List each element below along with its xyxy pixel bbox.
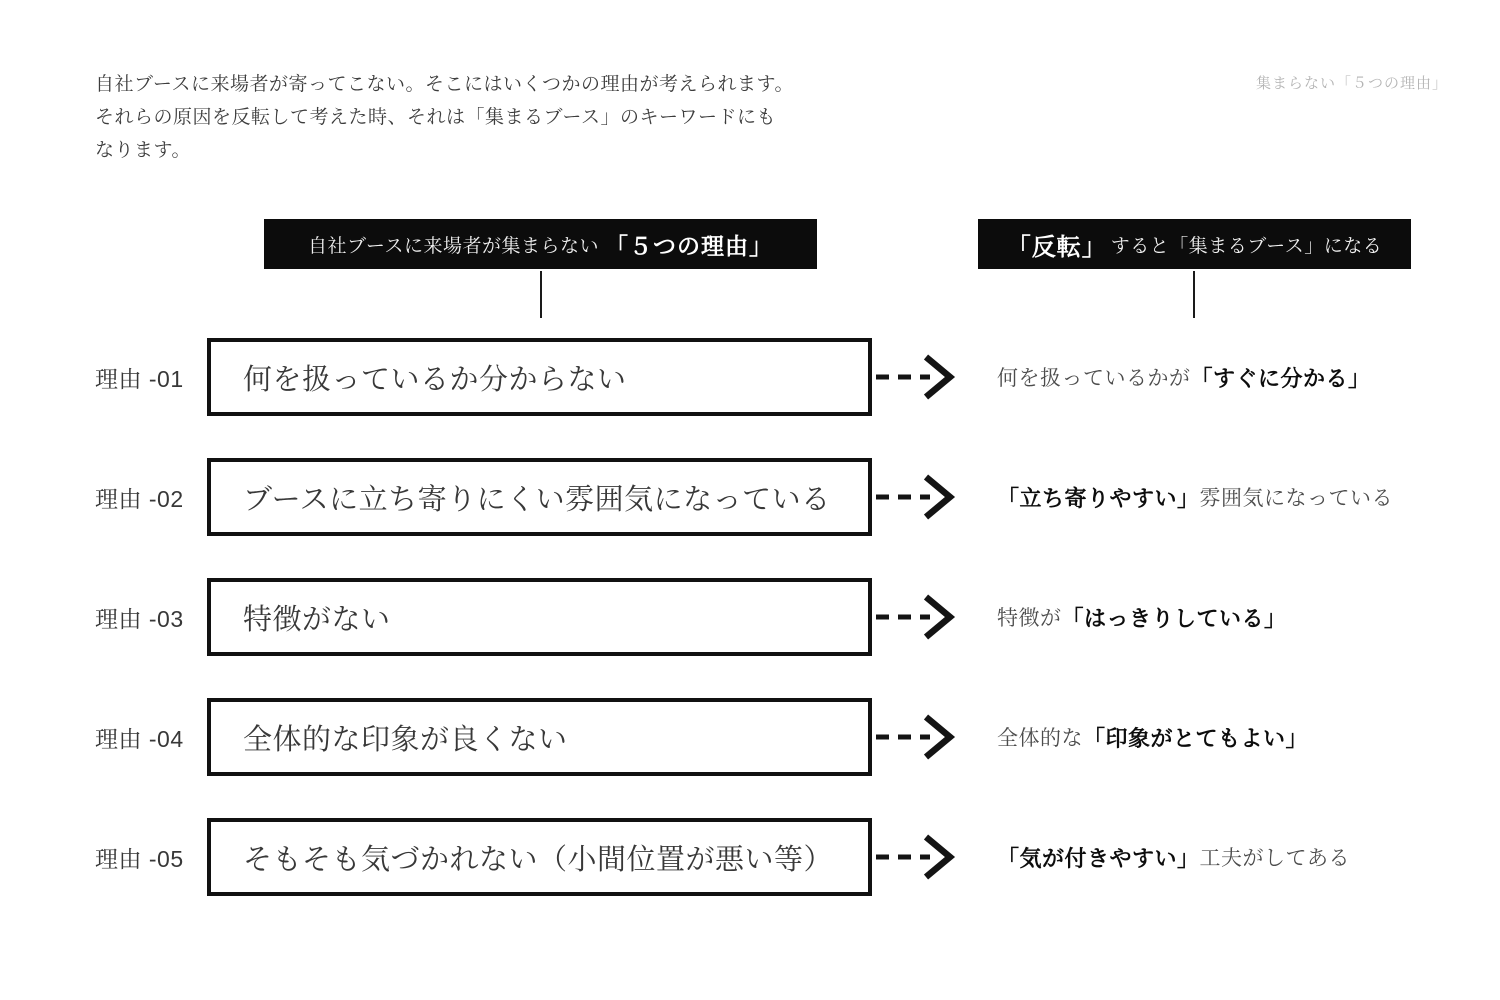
- dashed-arrow-icon: [874, 352, 960, 402]
- intro-line: それらの原因を反転して考えた時、それは「集まるブース」のキーワードにも: [95, 107, 776, 128]
- reason-label: 理由 -01: [95, 365, 184, 392]
- reason-row: [0, 698, 1500, 776]
- reason-label: 理由 -02: [95, 485, 184, 512]
- header-inversion-bold-text: 「反転」: [1006, 233, 1107, 261]
- result-bold-keyword: 「すぐに分かる」: [1190, 365, 1371, 391]
- inverted-result-text: [997, 578, 1287, 656]
- result-bold-keyword: 「立ち寄りやすい」: [997, 485, 1200, 511]
- header-reasons-banner: [264, 219, 817, 269]
- reason-label: 理由 -05: [95, 845, 184, 872]
- inverted-result-text: [997, 338, 1371, 416]
- reason-box: ブースに立ち寄りにくい雰囲気になっている: [207, 458, 872, 536]
- intro-paragraph: [95, 68, 794, 167]
- dashed-arrow-icon: [874, 832, 960, 882]
- reason-label: 理由 -03: [95, 605, 184, 632]
- reason-box: 特徴がない: [207, 578, 872, 656]
- dashed-arrow-icon: [874, 712, 960, 762]
- header-inversion-regular-text: すると「集まるブース」になる: [1110, 235, 1383, 257]
- connector-line-left: [540, 271, 542, 318]
- header-inversion-banner: [978, 219, 1411, 269]
- intro-line: 自社ブースに来場者が寄ってこない。そこにはいくつかの理由が考えられます。: [95, 74, 794, 95]
- page-corner-note: 集まらない「５つの理由」: [1255, 75, 1448, 92]
- intro-line: なります。: [95, 140, 191, 161]
- dashed-arrow-icon: [874, 592, 960, 642]
- inverted-result-text: [997, 458, 1393, 536]
- reason-box: 全体的な印象が良くない: [207, 698, 872, 776]
- result-regular-post: 工夫がしてある: [1199, 847, 1351, 870]
- result-bold-keyword: 「はっきりしている」: [1061, 605, 1287, 631]
- result-bold-keyword: 「印象がとてもよい」: [1083, 725, 1309, 751]
- result-bold-keyword: 「気が付きやすい」: [997, 845, 1200, 871]
- reason-row: [0, 818, 1500, 896]
- result-regular-pre: 特徴が: [997, 607, 1062, 630]
- reason-row: [0, 458, 1500, 536]
- header-reasons-bold-text: 「５つの理由」: [604, 232, 773, 259]
- dashed-arrow-icon: [874, 472, 960, 522]
- result-regular-pre: 全体的な: [997, 727, 1083, 750]
- header-reasons-regular-text: 自社ブースに来場者が集まらない: [308, 235, 599, 257]
- reason-box: そもそも気づかれない（小間位置が悪い等）: [207, 818, 872, 896]
- reason-box: 何を扱っているか分からない: [207, 338, 872, 416]
- connector-line-right: [1193, 271, 1195, 318]
- reason-row: [0, 578, 1500, 656]
- result-regular-pre: 何を扱っているかが: [997, 367, 1191, 390]
- inverted-result-text: [997, 698, 1308, 776]
- reason-label: 理由 -04: [95, 725, 184, 752]
- reason-row: [0, 338, 1500, 416]
- inverted-result-text: [997, 818, 1350, 896]
- result-regular-post: 雰囲気になっている: [1199, 487, 1394, 510]
